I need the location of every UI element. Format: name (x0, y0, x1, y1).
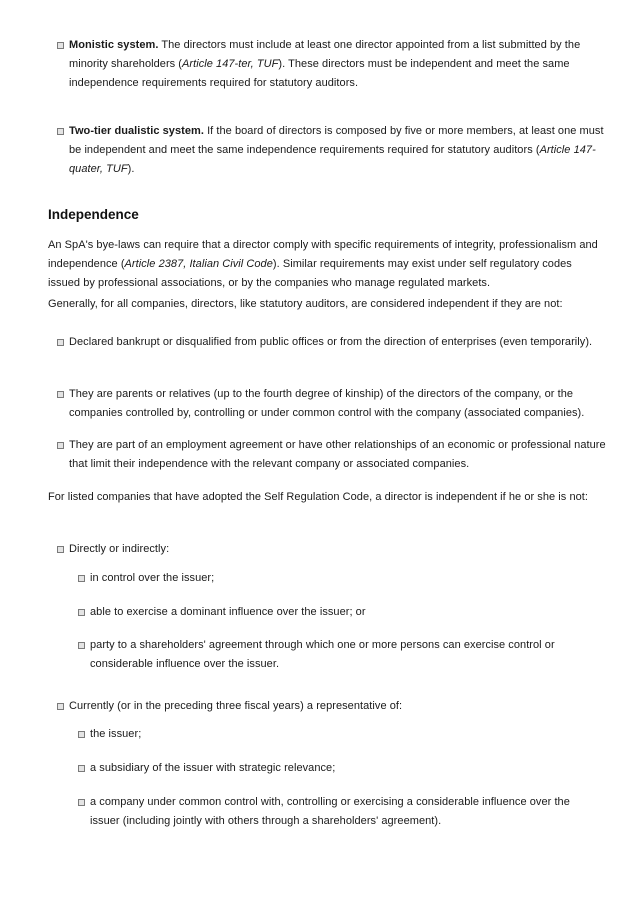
item-text: a subsidiary of the issuer with strategic relevance; (90, 762, 336, 774)
dualistic-text-1: If the board of directors is composed by five or more members, at least one must be independent and meet the same independence requirements required for statutory auditors ( (69, 125, 604, 156)
sub-item-issuer (90, 725, 600, 744)
item-text: party to a shareholders' agreement through which one or more persons can exercise control or considerable influence over the issuer. (90, 639, 555, 670)
sub-item-control (90, 569, 600, 588)
item-text: Declared bankrupt or disqualified from public offices or from the direction of enterprises (even temporarily). (69, 336, 593, 348)
paragraph-generally: Generally, for all companies, directors, like statutory auditors, are considered independent if they are not: (48, 298, 563, 310)
item-text: a company under common control with, controlling or exercising a considerable influence over the issuer (including jointly with others through a shareholders' agreement). (90, 796, 570, 827)
list-item-dualistic (69, 122, 609, 179)
list-item-employment (69, 436, 609, 474)
square-bullet-icon (57, 546, 64, 553)
item-text: in control over the issuer; (90, 572, 215, 584)
dualistic-text-2: ). (127, 163, 135, 175)
square-bullet-icon (57, 703, 64, 710)
monistic-text-1: The directors must include at least one director appointed from a list submitted by the minority shareholders ( (69, 39, 581, 70)
sub-item-common-control (90, 793, 600, 831)
square-bullet-icon (57, 42, 64, 49)
sub-item-shareholders (90, 636, 600, 674)
list-item-monistic (69, 36, 609, 93)
dualistic-citation: Article 147-quater, TUF (69, 144, 596, 175)
list-item-currently (69, 697, 609, 716)
paragraph-bye-laws (48, 236, 603, 293)
item-text: the issuer; (90, 728, 142, 740)
item-text: They are parents or relatives (up to the fourth degree of kinship) of the directors of the company, or the companies controlled by, controlling or under common control with the company (associated companies). (69, 388, 585, 419)
list-item-directly (69, 540, 609, 559)
item-text: Directly or indirectly: (69, 543, 170, 555)
square-bullet-icon (78, 731, 85, 738)
paragraph-listed-companies: For listed companies that have adopted the Self Regulation Code, a director is independent if he or she is not: (48, 491, 588, 503)
section-heading-independence: Independence (48, 207, 139, 222)
dualistic-label: Two-tier dualistic system. (69, 125, 204, 137)
square-bullet-icon (57, 442, 64, 449)
monistic-citation: Article 147-ter, TUF (182, 58, 279, 70)
sub-item-dominant (90, 603, 600, 622)
item-text: They are part of an employment agreement or have other relationships of an economic or professional nature that limit their independence with the relevant company or associated companies. (69, 439, 606, 470)
item-text: Currently (or in the preceding three fiscal years) a representative of: (69, 700, 403, 712)
list-item-bankrupt (69, 333, 609, 352)
item-text: able to exercise a dominant influence over the issuer; or (90, 606, 366, 618)
square-bullet-icon (57, 391, 64, 398)
square-bullet-icon (57, 128, 64, 135)
square-bullet-icon (78, 609, 85, 616)
monistic-text-2: ). These directors must be independent and meet the same independence requirements required for statutory auditors. (69, 58, 570, 89)
square-bullet-icon (78, 799, 85, 806)
square-bullet-icon (78, 765, 85, 772)
square-bullet-icon (78, 575, 85, 582)
square-bullet-icon (57, 339, 64, 346)
list-item-relatives (69, 385, 609, 423)
bye-laws-text-2: ). Similar requirements may exist under self regulatory codes issued by professional associations, or by the companies who manage regulated markets. (48, 258, 572, 289)
sub-item-subsidiary (90, 759, 600, 778)
square-bullet-icon (78, 642, 85, 649)
bye-laws-text-1: An SpA's bye-laws can require that a director comply with specific requirements of integrity, professionalism and independence ( (48, 239, 598, 270)
bye-laws-citation: Article 2387, Italian Civil Code (124, 258, 273, 270)
monistic-label: Monistic system. (69, 39, 159, 51)
